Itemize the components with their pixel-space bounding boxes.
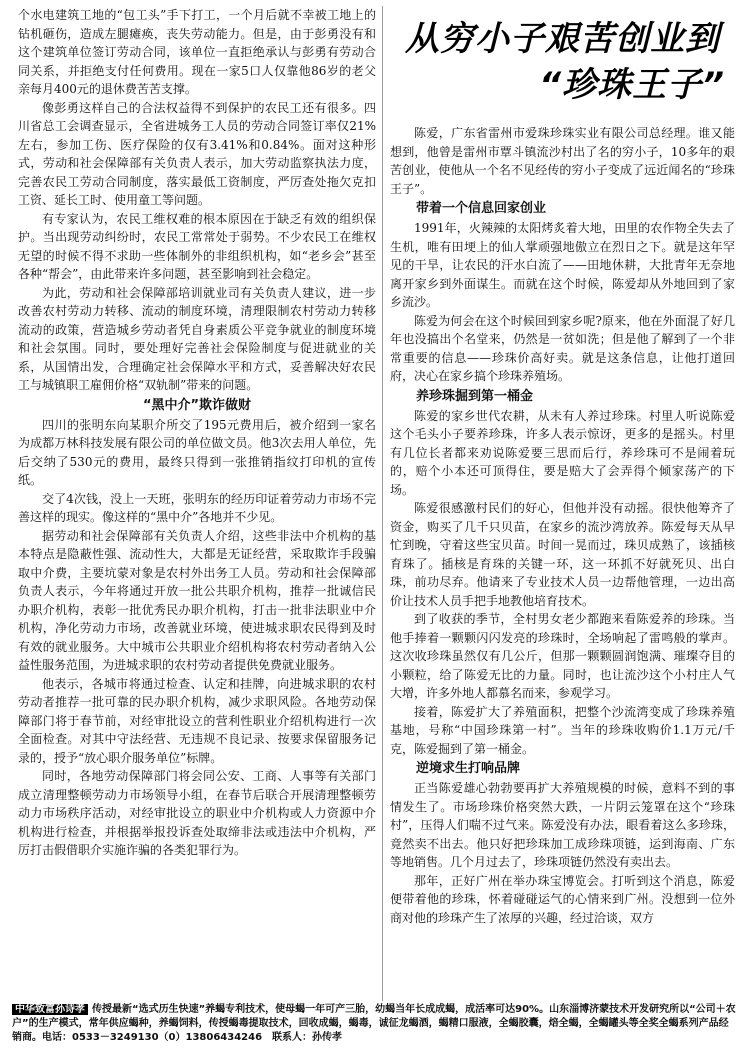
footer-brand: 中华致富孙诗孝 [12,1004,88,1015]
paragraph: 到了收获的季节，全村男女老少都跑来看陈爱养的珍珠。当他手捧着一颗颗闪闪发亮的珍珠时，全场响起了雷鸣般的掌声。这次收珍珠虽然仅有几公斤，但那一颗颗圆润饱满、璀璨夺目的小颗粒，给了陈爱无比的力量。同时，也让流沙这个小村庄人气大增，许多外地人都慕名而来，参观学习。 [390,612,735,700]
paragraph: 陈爱很感激村民们的好心，但他并没有动摇。很快他筹齐了资金，购买了几千只贝苗，在家乡的流沙湾放养。陈爱每天从早忙到晚，守着这些宝贝苗。时间一晃而过，珠贝成熟了，该插核育珠了。插核是育珠的关键一环，这一环抓不好就死贝、出白珠，前功尽弃。他请来了专业技术人员一边帮他管理，一边出高价让技术人员手把手地教他培育技术。 [390,501,735,608]
paragraph: 有专家认为，农民工维权难的根本原因在于缺乏有效的组织保护。当出现劳动纠纷时，农民工常常处于弱势。不少农民工在维权无望的时候不得不求助一些体制外的非组织机构，如“老乡会”甚至各种“帮会”，由此带来许多问题，甚至影响到社会稳定。 [18,211,376,281]
paragraph: 接着，陈爱扩大了养殖面积，把整个沙流湾变成了珍珠养殖基地，号称“中国珍珠第一村”。当年的珍珠收购价1.1万元/千克，陈爱掘到了第一桶金。 [390,704,735,756]
section-heading: 逆境求生打响品牌 [416,761,521,776]
paragraph: 陈爱为何会在这个时候回到家乡呢?原来，他在外面混了好几年也没搞出个名堂来，仍然是一贫如洗；但是他了解到了一个非常重要的信息——珍珠价高好卖。就是这条信息，让他打道回府，决心在家乡搞个珍珠养殖场。 [390,313,735,383]
paragraph: 同时，各地劳动保障部门将会同公安、工商、人事等有关部门成立清理整顿劳动力市场领导小组，在春节后联合开展清理整顿劳动力市场秩序活动，对经审批设立的职业中介机构或人力资源中介机构进行检查，并根据举报投诉查处取缔非法或违法中介机构，严厉打击假借职介实施诈骗的各类犯罪行为。 [18,769,376,857]
article-title: 从穷小子艰苦创业到 [405,19,720,59]
paragraph: 交了4次钱，没上一天班，张明东的经历印证着劳动力市场不完善这样的现实。像这样的“黑中介”各地并不少见。 [18,491,376,524]
paragraph: 陈爱的家乡世代农耕，从未有人养过珍珠。村里人听说陈爱这个毛头小子要养珍珠，许多人表示惊讶，更多的是摇头。村里有几位长者都来劝说陈爱要三思而后行，养珍珠可不是闹着玩的，赔个小本还可顶得住，要是赔大了会弄得个倾家荡产的下场。 [390,408,735,497]
paragraph: 他表示，各城市将通过检查、认定和挂牌，向进城求职的农村劳动者推荐一批可靠的民办职介机构，减少求职风险。各地劳动保障部门将于春节前，对经审批设立的营利性职业介绍机构进行一次全面检查。对其中守法经营、无违规不良记录、按要求保留服务记录的，授予“放心职介服务单位”标牌。 [18,676,376,765]
article-title-line2: “珍珠王子” [539,65,725,105]
paragraph: 那年，正好广州在举办珠宝博览会。打听到这个消息，陈爱便带着他的珍珠，怀着碰碰运气的心情来到广州。没想到一位外商对他的珍珠产生了浓厚的兴趣，经过洽谈，双方 [390,873,735,925]
paragraph: 据劳动和社会保障部有关负责人介绍，这些非法中介机构的基本特点是隐蔽性强、流动性大，大都是无证经营，采取欺诈手段骗取中介费，主要坑蒙对象是农村外出务工人员。劳动和社会保障部负责人表示，今年将通过开放一批公共职介机构，推荐一批诚信民办职介机构，表彰一批优秀民办职介机构，打击一批非法职业中介机构，净化劳动力市场，改善就业环境，使进城求职农民得到及时有效的就业服务。大中城市公共职业介绍机构将农村劳动者纳入公益性服务范围，为进城求职的农村劳动者提供免费就业服务。 [18,528,376,672]
section-heading: “黑中介”欺诈做财 [142,397,252,413]
footer-advertisement [12,1003,736,1051]
paragraph: 四川的张明东向某职介所交了195元费用后，被介绍到一家名为成都万林科技发展有限公司的单位做文员。他3次去用人单位，先后交纳了530元的费用，最终只得到一张推销指纹打印机的宣传纸。 [18,417,376,487]
paragraph: 像彭勇这样自己的合法权益得不到保护的农民工还有很多。四川省总工会调查显示，全省进城务工人员的劳动合同签订率仅21%左右，参加工伤、医疗保险的仅有3.41%和0.84%。面对这种形式，劳动和社会保障部有关负责人表示，加大劳动监察执法力度，完善农民工劳动合同制度，落实最低工资制度，严厉查处拖欠克扣工资、延长工时、使用童工等问题。 [18,100,376,207]
column-divider [382,6,383,1001]
section-heading: 带着一个信息回家创业 [416,201,547,216]
section-heading: 养珍珠掘到第一桶金 [416,388,534,404]
paragraph: 1991年，火辣辣的太阳烤炙着大地，田里的农作物全失去了生机，唯有田埂上的仙人掌顽强地傲立在烈日之下。就是这年罕见的干旱，让农民的汗水白流了——田地休耕，大批青年无奈地离开家乡到外面谋生。而就在这个时候，陈爱却从外地回到了家乡流沙。 [390,221,735,309]
paragraph: 正当陈爱雄心勃勃要再扩大养殖规模的时候，意料不到的事情发生了。市场珍珠价格突然大跌，一片阴云笼罩在这个“珍珠村”，压得人们喘不过气来。陈爱没有办法，眼看着这么多珍珠，竟然卖不出去。他只好把珍珠加工成珍珠项链，运到海南、广东等地销售。几个月过去了，珍珠项链仍然没有卖出去。 [390,781,735,869]
paragraph: 陈爱，广东省雷州市爱珠珍珠实业有限公司总经理。谁又能想到，他曾是雷州市覃斗镇流沙村出了名的穷小子，10多年的艰苦创业，使他从一个名不见经传的穷小子变成了远近闻名的“珍珠王子”。 [390,126,735,196]
footer-text: 传授最新“选式历生快速”养蝎专利技术，使母蝎一年可产三胎，幼蝎当年长成成蝎，成活率可达90%。山东淄博济蒙技术开发研究所以“公司＋农户”的生产模式，常年供应蝎种，养蝎饲料，传授蝎毒提取技术，回收成蝎，蝎毒，诚征龙蝎酒，蝎精口服液，全蝎胶囊，焙全蝎，全蝎罐头等全奖全蝎系列产品经销商。电话：0533－3249130（0）13806434246 联系人：孙传孝 [12,1004,736,1043]
left-column [18,6,376,860]
paragraph: 个水电建筑工地的“包工头”手下打工，一个月后就不幸被工地上的钻机砸伤，造成左腿瘫痪，丧失劳动能力。但是，由于彭勇没有和这个建筑单位签订劳动合同，该单位一直拒绝承认与彭勇有劳动合同关系，并拒绝支付任何费用。现在一家5口人仅靠他86岁的老父亲每月400元的退休费苦苦支撑。 [18,8,376,96]
paragraph: 为此，劳动和社会保障部培训就业司有关负责人建议，进一步改善农村劳动力转移、流动的制度环境，清理限制农村劳动力转移流动的政策，营造城乡劳动者凭自身素质公平竞争就业的制度环境和社会氛围。同时，要处理好完善社会保险制度与促进就业的关系，从国情出发，合理确定社会保障水平和方式，妥善解决好农民工与城镇职工雇佣价格“双轨制”带来的问题。 [18,285,376,392]
right-column [390,6,735,927]
